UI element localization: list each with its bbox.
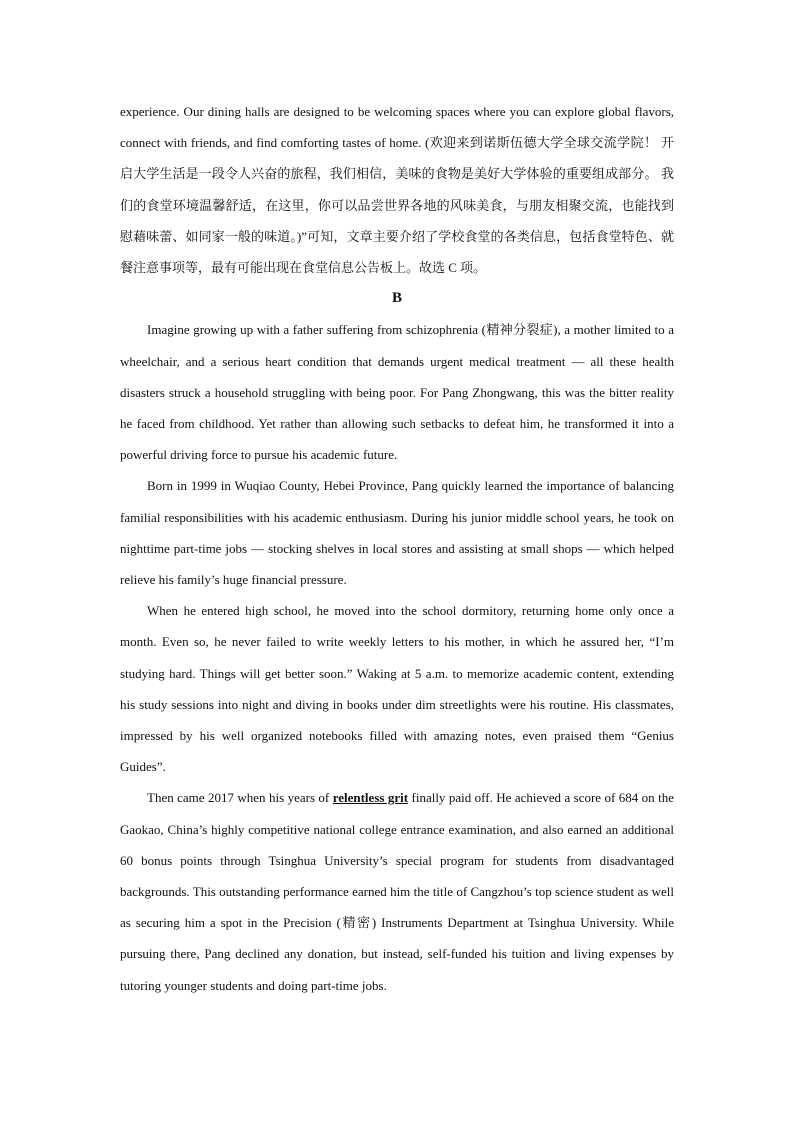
paragraph-4-lead: Then came 2017 when his years of [147,790,333,806]
emphasized-phrase: relentless grit [332,790,409,806]
body-paragraph-1: Imagine growing up with a father suffering from schizophrenia (精神分裂症), a mother limited to a wheelchair, and a serious heart condition that demands urgent medical treatment — all these health disasters struck a household struggling with being poor. For Pang Zhongwang, this was the bitter reality he faced from childhood. Yet rather than allowing such setbacks to defeat him, he transformed it into a powerful driving force to pursue his academic future. [120,322,674,463]
body-paragraph-3: When he entered high school, he moved into the school dormitory, returning home only once a month. Even so, he never failed to write weekly letters to his mother, in which he assured her, “I’m studying hard. Things will get better soon.” Waking at 5 a.m. to memorize academic content, extending his study sessions into night and diving in books under dim streetlights were his routine. His classmates, impressed by his well organized notebooks filled with amazing notes, even praised them “Genius Guides”. [120,603,674,775]
document-page [120,96,674,1001]
body-paragraph-4 [120,782,674,1000]
intro-paragraph: experience. Our dining halls are designed to be welcoming spaces where you can explore global flavors, connect with friends, and find comforting tastes of home. (欢迎来到诺斯伍德大学全球交流学院！ 开启大学生活是一段令人兴奋的旅程，我们相信，美味的食物是美好大学体验的重要组成部分。 我们的食堂环境温馨舒适，在这里，你可以品尝世界各地的风味美食，与朋友相聚交流，也能找到慰藉味蕾、如同家一般的味道。)”可知，文章主要介绍了学校食堂的各类信息，包括食堂特色、就餐注意事项等，最有可能出现在食堂信息公告板上。故选 C 项。 [120,104,674,276]
paragraph-4-rest: finally paid off. He achieved a score of 684 on the Gaokao, China’s highly competitive national college entrance examination, and also earned an additional 60 bonus points through Tsinghua University’s special program for students from disadvantaged backgrounds. This outstanding performance earned him the title of Cangzhou’s top science student as well as securing him a spot in the Precision (精密) Instruments Department at Tsinghua University. While pursuing there, Pang declined any donation, but instead, self-funded his tuition and living expenses by tutoring younger students and doing part-time jobs. [120,790,674,993]
body-paragraph-2: Born in 1999 in Wuqiao County, Hebei Province, Pang quickly learned the importance of balancing familial responsibilities with his academic enthusiasm. During his junior middle school years, he took on nighttime part-time jobs — stocking shelves in local stores and assisting at small shops — which helped relieve his family’s huge financial pressure. [120,478,674,588]
section-heading: B [391,290,402,307]
